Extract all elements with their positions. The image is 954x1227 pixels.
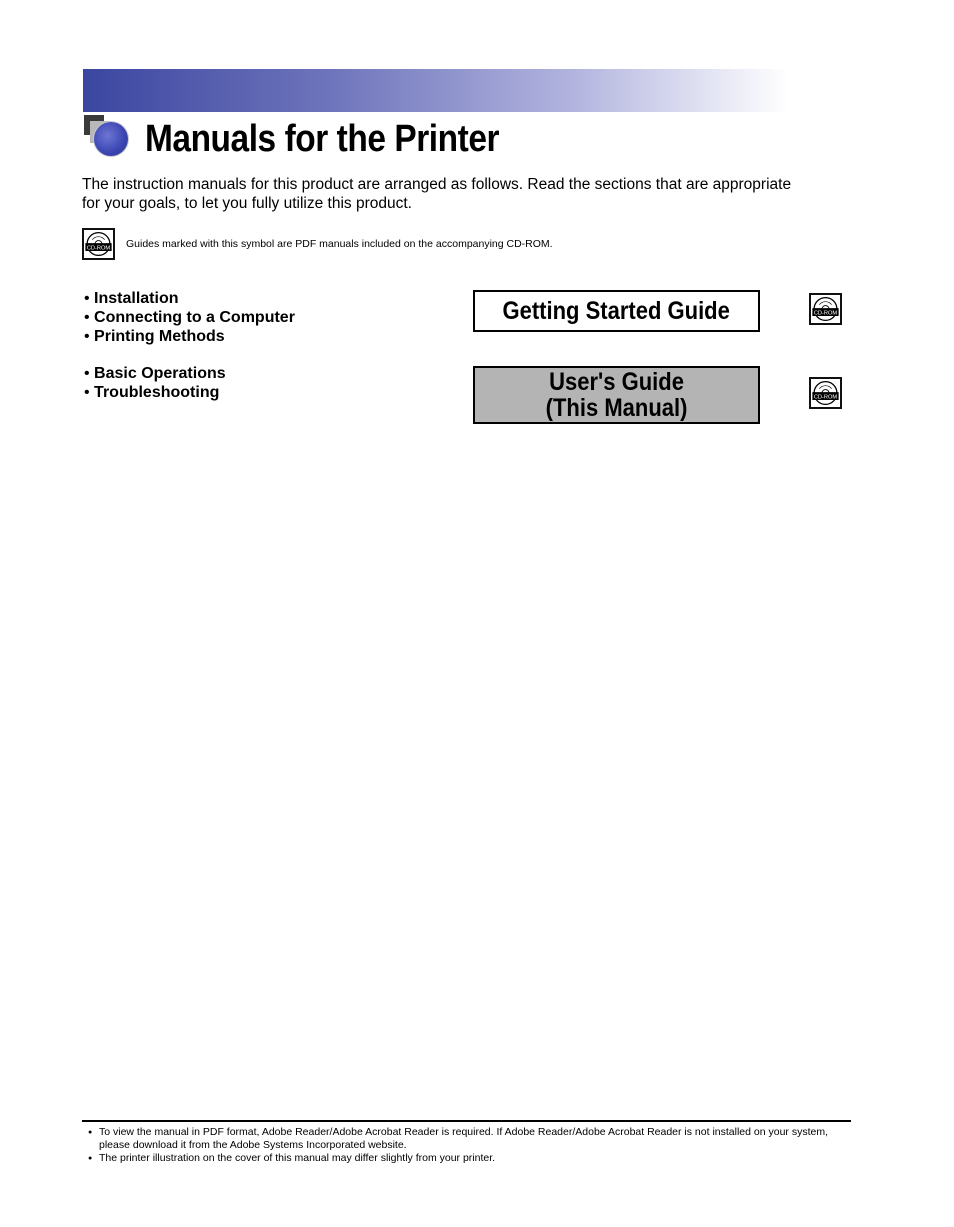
topic-list-users-guide xyxy=(84,364,226,402)
footnotes xyxy=(88,1126,848,1165)
footnote-divider xyxy=(82,1120,851,1122)
cd-rom-note: Guides marked with this symbol are PDF manuals included on the accompanying CD-ROM. xyxy=(126,238,553,250)
guide-name: Getting Started Guide xyxy=(502,297,731,325)
topic-item: • Basic Operations xyxy=(84,364,226,383)
page-title: Manuals for the Printer xyxy=(145,118,500,160)
header-gradient-band xyxy=(83,69,788,112)
topic-item: • Printing Methods xyxy=(84,327,295,346)
footnote-item: ● The printer illustration on the cover of this manual may differ slightly from your printer. xyxy=(88,1152,848,1165)
intro-paragraph: The instruction manuals for this product are arranged as follows. Read the sections that are appropriate for your goals, to let you fully utilize this product. xyxy=(82,176,792,212)
cd-rom-icon xyxy=(82,228,115,260)
topic-item: • Installation xyxy=(84,289,295,308)
footnote-item: ● To view the manual in PDF format, Adobe Reader/Adobe Acrobat Reader is required. If Adobe Reader/Adobe Acrobat Reader is not installed on your system, please download it from the Adobe Systems Incorporated website. xyxy=(88,1126,848,1152)
cd-rom-icon-label: CD-ROM xyxy=(813,394,838,401)
getting-started-guide-box xyxy=(473,290,760,332)
topic-item: • Connecting to a Computer xyxy=(84,308,295,327)
guide-name: User's Guide (This Manual) xyxy=(545,368,688,422)
topic-item: • Troubleshooting xyxy=(84,383,226,402)
topic-list-getting-started xyxy=(84,289,295,346)
users-guide-box xyxy=(473,366,760,424)
section-bullet-icon xyxy=(84,115,132,163)
cd-rom-icon-label: CD-ROM xyxy=(813,310,838,317)
cd-rom-icon xyxy=(809,377,842,409)
cd-rom-icon xyxy=(809,293,842,325)
cd-rom-icon-label: CD-ROM xyxy=(86,245,111,252)
